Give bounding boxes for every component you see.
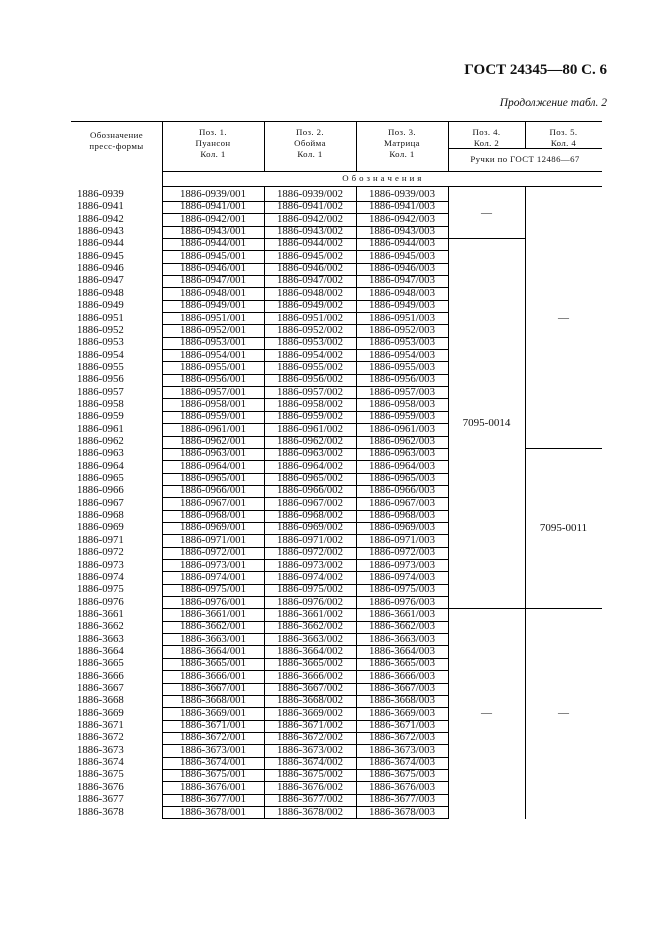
- press-form-code: 1886-0975: [77, 583, 124, 596]
- press-form-code: 1886-0951: [77, 311, 124, 324]
- press-form-code: 1886-3676: [77, 780, 124, 793]
- holder-code: 1886-0951/002: [277, 311, 343, 324]
- column-divider: [525, 186, 526, 819]
- die-code: 1886-3662/003: [369, 620, 435, 633]
- holder-code: 1886-0962/002: [277, 435, 343, 447]
- press-form-code: 1886-0945: [77, 249, 124, 262]
- holder-code: 1886-0959/002: [277, 410, 343, 423]
- punch-code: 1886-0948/001: [180, 286, 246, 299]
- punch-code: 1886-0962/001: [180, 435, 246, 447]
- punch-code: 1886-3671/001: [180, 719, 246, 732]
- holder-code: 1886-0967/002: [277, 496, 343, 509]
- die-code: 1886-0958/003: [369, 397, 435, 410]
- press-form-code: 1886-3672: [77, 731, 124, 744]
- die-code: 1886-0949/003: [369, 299, 435, 312]
- holder-code: 1886-0972/002: [277, 546, 343, 559]
- holder-code: 1886-0956/002: [277, 373, 343, 386]
- header-col-pos5: [525, 127, 602, 149]
- header-col-press-form-line: Обозначение: [89, 130, 143, 140]
- die-code: 1886-0969/003: [369, 521, 435, 534]
- die-code: 1886-0942/003: [369, 212, 435, 225]
- die-code: 1886-0963/003: [369, 447, 435, 460]
- header-col-press-form-line: пресс-формы: [89, 141, 144, 151]
- punch-code: 1886-0967/001: [180, 496, 246, 509]
- header-col-holder-line: Поз. 2.: [295, 127, 325, 137]
- die-code: 1886-3677/003: [369, 793, 435, 806]
- header-col-holder-line: Кол. 1: [297, 149, 323, 159]
- die-code: 1886-0961/003: [369, 422, 435, 435]
- holder-code: 1886-0975/002: [277, 583, 343, 596]
- holder-code: 1886-0946/002: [277, 262, 343, 275]
- holder-code: 1886-3668/002: [277, 694, 343, 707]
- designations-table: [71, 121, 602, 843]
- group-rule: [448, 608, 525, 609]
- die-code: 1886-0973/003: [369, 558, 435, 571]
- press-form-code: 1886-0954: [77, 348, 124, 361]
- holder-code: 1886-0971/002: [277, 533, 343, 546]
- punch-code: 1886-0945/001: [180, 249, 246, 262]
- punch-code: 1886-0974/001: [180, 570, 246, 583]
- header-col-pos5-line: Поз. 5.: [549, 127, 578, 137]
- die-code: 1886-0948/003: [369, 286, 435, 299]
- press-form-code: 1886-0956: [77, 373, 124, 386]
- holder-code: 1886-0968/002: [277, 509, 343, 522]
- holder-code: 1886-0943/002: [277, 225, 343, 238]
- header-col-punch-line: Пуансон: [195, 138, 231, 148]
- die-code: 1886-3666/003: [369, 669, 435, 682]
- press-form-code: 1886-0955: [77, 360, 124, 373]
- die-code: 1886-3678/003: [369, 805, 435, 818]
- punch-code: 1886-0973/001: [180, 558, 246, 571]
- press-form-code: 1886-0958: [77, 397, 124, 410]
- press-form-code: 1886-3675: [77, 768, 124, 781]
- header-handles-gost: Ручки по ГОСТ 12486—67: [470, 154, 580, 164]
- punch-code: 1886-0947/001: [180, 274, 246, 287]
- die-code: 1886-0956/003: [369, 373, 435, 386]
- press-form-code: 1886-3664: [77, 644, 124, 657]
- die-code: 1886-3675/003: [369, 768, 435, 781]
- punch-code: 1886-0942/001: [180, 212, 246, 225]
- punch-code: 1886-0963/001: [180, 447, 246, 460]
- holder-code: 1886-3663/002: [277, 632, 343, 645]
- die-code: 1886-3668/003: [369, 694, 435, 707]
- punch-code: 1886-3677/001: [180, 793, 246, 806]
- punch-code: 1886-0969/001: [180, 521, 246, 534]
- column-divider: [448, 186, 449, 819]
- press-form-code: 1886-0948: [77, 286, 124, 299]
- column-divider: [162, 186, 163, 819]
- header-bottom-rule: [162, 186, 602, 187]
- press-form-code: 1886-0963: [77, 447, 124, 460]
- press-form-code: 1886-0976: [77, 595, 124, 608]
- press-form-code: 1886-0972: [77, 546, 124, 559]
- punch-code: 1886-3664/001: [180, 644, 246, 657]
- group-rule: [448, 238, 525, 239]
- press-form-code: 1886-0961: [77, 422, 124, 435]
- punch-code: 1886-0965/001: [180, 472, 246, 485]
- press-form-code: 1886-3662: [77, 620, 124, 633]
- holder-code: 1886-0947/002: [277, 274, 343, 287]
- holder-code: 1886-0939/002: [277, 188, 343, 200]
- press-form-code: 1886-0957: [77, 385, 124, 398]
- header-col-pos5-line: Кол. 4: [550, 138, 577, 148]
- holder-code: 1886-3671/002: [277, 719, 343, 732]
- header-col-pos4-line: Поз. 4.: [472, 127, 501, 137]
- holder-code: 1886-0944/002: [277, 237, 343, 250]
- header-col-die-line: Кол. 1: [389, 149, 415, 159]
- die-code: 1886-0972/003: [369, 546, 435, 559]
- press-form-code: 1886-0962: [77, 435, 124, 447]
- die-code: 1886-0976/003: [369, 595, 435, 608]
- holder-code: 1886-3674/002: [277, 756, 343, 769]
- holder-code: 1886-0976/002: [277, 595, 343, 608]
- die-code: 1886-0946/003: [369, 262, 435, 275]
- press-form-code: 1886-3674: [77, 756, 124, 769]
- die-code: 1886-0964/003: [369, 459, 435, 472]
- holder-code: 1886-3664/002: [277, 644, 343, 657]
- press-form-code: 1886-0967: [77, 496, 124, 509]
- header-col-punch-line: Поз. 1.: [198, 127, 228, 137]
- holder-code: 1886-0957/002: [277, 385, 343, 398]
- die-code: 1886-0943/003: [369, 225, 435, 238]
- press-form-code: 1886-3665: [77, 657, 124, 670]
- holder-code: 1886-3675/002: [277, 768, 343, 781]
- holder-code: 1886-0942/002: [277, 212, 343, 225]
- press-form-code: 1886-3668: [77, 694, 124, 707]
- holder-code: 1886-0973/002: [277, 558, 343, 571]
- punch-code: 1886-3669/001: [180, 706, 246, 719]
- die-code: 1886-0944/003: [369, 237, 435, 250]
- die-code: 1886-3665/003: [369, 657, 435, 670]
- punch-code: 1886-3668/001: [180, 694, 246, 707]
- punch-code: 1886-0946/001: [180, 262, 246, 275]
- press-form-code: 1886-0969: [77, 521, 124, 534]
- die-code: 1886-3669/003: [369, 706, 435, 719]
- holder-code: 1886-0945/002: [277, 249, 343, 262]
- holder-code: 1886-3666/002: [277, 669, 343, 682]
- header-col-die: [356, 127, 448, 160]
- holder-code: 1886-0948/002: [277, 286, 343, 299]
- punch-code: 1886-0949/001: [180, 299, 246, 312]
- die-code: 1886-0957/003: [369, 385, 435, 398]
- punch-code: 1886-3667/001: [180, 682, 246, 694]
- press-form-code: 1886-0952: [77, 323, 124, 336]
- page-header-standard: ГОСТ 24345—80 С. 6: [464, 62, 607, 78]
- holder-code: 1886-0963/002: [277, 447, 343, 460]
- press-form-code: 1886-0966: [77, 484, 124, 497]
- column-divider: [356, 186, 357, 819]
- pos5-handle-code: —: [558, 706, 569, 719]
- header-col-pos4: [448, 127, 525, 149]
- holder-code: 1886-0964/002: [277, 459, 343, 472]
- header-col-die-line: Поз. 3.: [387, 127, 417, 137]
- die-code: 1886-0966/003: [369, 484, 435, 497]
- holder-code: 1886-0958/002: [277, 397, 343, 410]
- holder-code: 1886-3676/002: [277, 780, 343, 793]
- holder-code: 1886-3677/002: [277, 793, 343, 806]
- holder-code: 1886-0974/002: [277, 570, 343, 583]
- punch-code: 1886-0941/001: [180, 200, 246, 213]
- pos5-handle-code: —: [558, 311, 569, 324]
- press-form-code: 1886-0959: [77, 410, 124, 423]
- die-code: 1886-3676/003: [369, 780, 435, 793]
- holder-code: 1886-0965/002: [277, 472, 343, 485]
- press-form-code: 1886-0942: [77, 212, 124, 225]
- die-code: 1886-0947/003: [369, 274, 435, 287]
- die-code: 1886-0974/003: [369, 570, 435, 583]
- punch-code: 1886-0975/001: [180, 583, 246, 596]
- punch-code: 1886-3662/001: [180, 620, 246, 633]
- press-form-code: 1886-0968: [77, 509, 124, 522]
- press-form-code: 1886-3673: [77, 743, 124, 756]
- header-col-pos4-line: Кол. 2: [473, 138, 500, 148]
- punch-code: 1886-3673/001: [180, 743, 246, 756]
- pos4-handle-code: —: [481, 706, 492, 719]
- punch-code: 1886-0954/001: [180, 348, 246, 361]
- header-col-press-form: [71, 130, 162, 152]
- punch-code: 1886-0968/001: [180, 509, 246, 522]
- pos5-handle-code: 7095-0011: [539, 521, 588, 534]
- holder-code: 1886-0961/002: [277, 422, 343, 435]
- holder-code: 1886-3678/002: [277, 805, 343, 818]
- punch-code: 1886-3672/001: [180, 731, 246, 744]
- die-code: 1886-0971/003: [369, 533, 435, 546]
- header-col-holder: [264, 127, 356, 160]
- die-code: 1886-0968/003: [369, 509, 435, 522]
- press-form-code: 1886-3666: [77, 669, 124, 682]
- press-form-code: 1886-0939: [77, 188, 124, 200]
- press-form-code: 1886-0971: [77, 533, 124, 546]
- press-form-code: 1886-0949: [77, 299, 124, 312]
- die-code: 1886-3661/003: [369, 607, 435, 620]
- press-form-code: 1886-3677: [77, 793, 124, 806]
- press-form-code: 1886-0953: [77, 336, 124, 349]
- header-col-holder-line: Обойма: [294, 138, 326, 148]
- die-code: 1886-3667/003: [369, 682, 435, 694]
- punch-code: 1886-3675/001: [180, 768, 246, 781]
- die-code: 1886-0967/003: [369, 496, 435, 509]
- punch-code: 1886-0971/001: [180, 533, 246, 546]
- table-top-rule: [71, 121, 602, 122]
- punch-code: 1886-0959/001: [180, 410, 246, 423]
- punch-code: 1886-3663/001: [180, 632, 246, 645]
- press-form-code: 1886-3663: [77, 632, 124, 645]
- punch-code: 1886-0952/001: [180, 323, 246, 336]
- punch-code: 1886-0951/001: [180, 311, 246, 324]
- position-header-rule: [162, 171, 448, 172]
- die-code: 1886-0945/003: [369, 249, 435, 262]
- row-rule: [162, 818, 448, 819]
- holder-code: 1886-0952/002: [277, 323, 343, 336]
- holder-code: 1886-0949/002: [277, 299, 343, 312]
- press-form-code: 1886-3667: [77, 682, 124, 694]
- die-code: 1886-0965/003: [369, 472, 435, 485]
- die-code: 1886-0939/003: [369, 188, 435, 200]
- table-continuation-caption: Продолжение табл. 2: [499, 97, 607, 109]
- die-code: 1886-3673/003: [369, 743, 435, 756]
- punch-code: 1886-0976/001: [180, 595, 246, 608]
- designations-header-rule: [448, 171, 602, 172]
- press-form-code: 1886-0943: [77, 225, 124, 238]
- die-code: 1886-0962/003: [369, 435, 435, 447]
- holder-code: 1886-3669/002: [277, 706, 343, 719]
- press-form-code: 1886-0944: [77, 237, 124, 250]
- header-designations: О б о з н а ч е н и я: [342, 173, 422, 183]
- die-code: 1886-0975/003: [369, 583, 435, 596]
- holder-code: 1886-0954/002: [277, 348, 343, 361]
- punch-code: 1886-0953/001: [180, 336, 246, 349]
- punch-code: 1886-3661/001: [180, 607, 246, 620]
- holder-code: 1886-3662/002: [277, 620, 343, 633]
- die-code: 1886-0952/003: [369, 323, 435, 336]
- column-divider: [264, 186, 265, 819]
- punch-code: 1886-0966/001: [180, 484, 246, 497]
- press-form-code: 1886-3671: [77, 719, 124, 732]
- die-code: 1886-0959/003: [369, 410, 435, 423]
- holder-code: 1886-3661/002: [277, 607, 343, 620]
- die-code: 1886-0954/003: [369, 348, 435, 361]
- holder-code: 1886-0955/002: [277, 360, 343, 373]
- holder-code: 1886-0966/002: [277, 484, 343, 497]
- holder-code: 1886-3667/002: [277, 682, 343, 694]
- die-code: 1886-3674/003: [369, 756, 435, 769]
- holder-code: 1886-3672/002: [277, 731, 343, 744]
- punch-code: 1886-0955/001: [180, 360, 246, 373]
- punch-code: 1886-0939/001: [180, 188, 246, 200]
- die-code: 1886-3663/003: [369, 632, 435, 645]
- die-code: 1886-3672/003: [369, 731, 435, 744]
- holder-code: 1886-0953/002: [277, 336, 343, 349]
- punch-code: 1886-0961/001: [180, 422, 246, 435]
- punch-code: 1886-3666/001: [180, 669, 246, 682]
- press-form-code: 1886-3678: [77, 805, 124, 818]
- press-form-code: 1886-0964: [77, 459, 124, 472]
- header-col-die-line: Матрица: [384, 138, 420, 148]
- press-form-code: 1886-0973: [77, 558, 124, 571]
- punch-code: 1886-0957/001: [180, 385, 246, 398]
- pos4-handle-code: 7095-0014: [462, 416, 511, 429]
- press-form-code: 1886-3661: [77, 607, 124, 620]
- holder-code: 1886-3673/002: [277, 743, 343, 756]
- holder-code: 1886-0969/002: [277, 521, 343, 534]
- press-form-code: 1886-0974: [77, 570, 124, 583]
- punch-code: 1886-0956/001: [180, 373, 246, 386]
- header-col-punch: [162, 127, 264, 160]
- die-code: 1886-3664/003: [369, 644, 435, 657]
- press-form-code: 1886-0941: [77, 200, 124, 213]
- die-code: 1886-0953/003: [369, 336, 435, 349]
- group-rule: [525, 448, 602, 449]
- press-form-code: 1886-0946: [77, 262, 124, 275]
- holder-code: 1886-3665/002: [277, 657, 343, 670]
- punch-code: 1886-0972/001: [180, 546, 246, 559]
- die-code: 1886-0951/003: [369, 311, 435, 324]
- press-form-code: 1886-0947: [77, 274, 124, 287]
- punch-code: 1886-0943/001: [180, 225, 246, 238]
- punch-code: 1886-3678/001: [180, 805, 246, 818]
- header-col-punch-line: Кол. 1: [200, 149, 226, 159]
- press-form-code: 1886-0965: [77, 472, 124, 485]
- punch-code: 1886-3674/001: [180, 756, 246, 769]
- punch-code: 1886-3676/001: [180, 780, 246, 793]
- punch-code: 1886-3665/001: [180, 657, 246, 670]
- punch-code: 1886-0958/001: [180, 397, 246, 410]
- die-code: 1886-0955/003: [369, 360, 435, 373]
- press-form-code: 1886-3669: [77, 706, 124, 719]
- die-code: 1886-0941/003: [369, 200, 435, 213]
- pos4-handle-code: —: [481, 206, 492, 219]
- group-rule: [525, 608, 602, 609]
- punch-code: 1886-0944/001: [180, 237, 246, 250]
- punch-code: 1886-0964/001: [180, 459, 246, 472]
- holder-code: 1886-0941/002: [277, 200, 343, 213]
- die-code: 1886-3671/003: [369, 719, 435, 732]
